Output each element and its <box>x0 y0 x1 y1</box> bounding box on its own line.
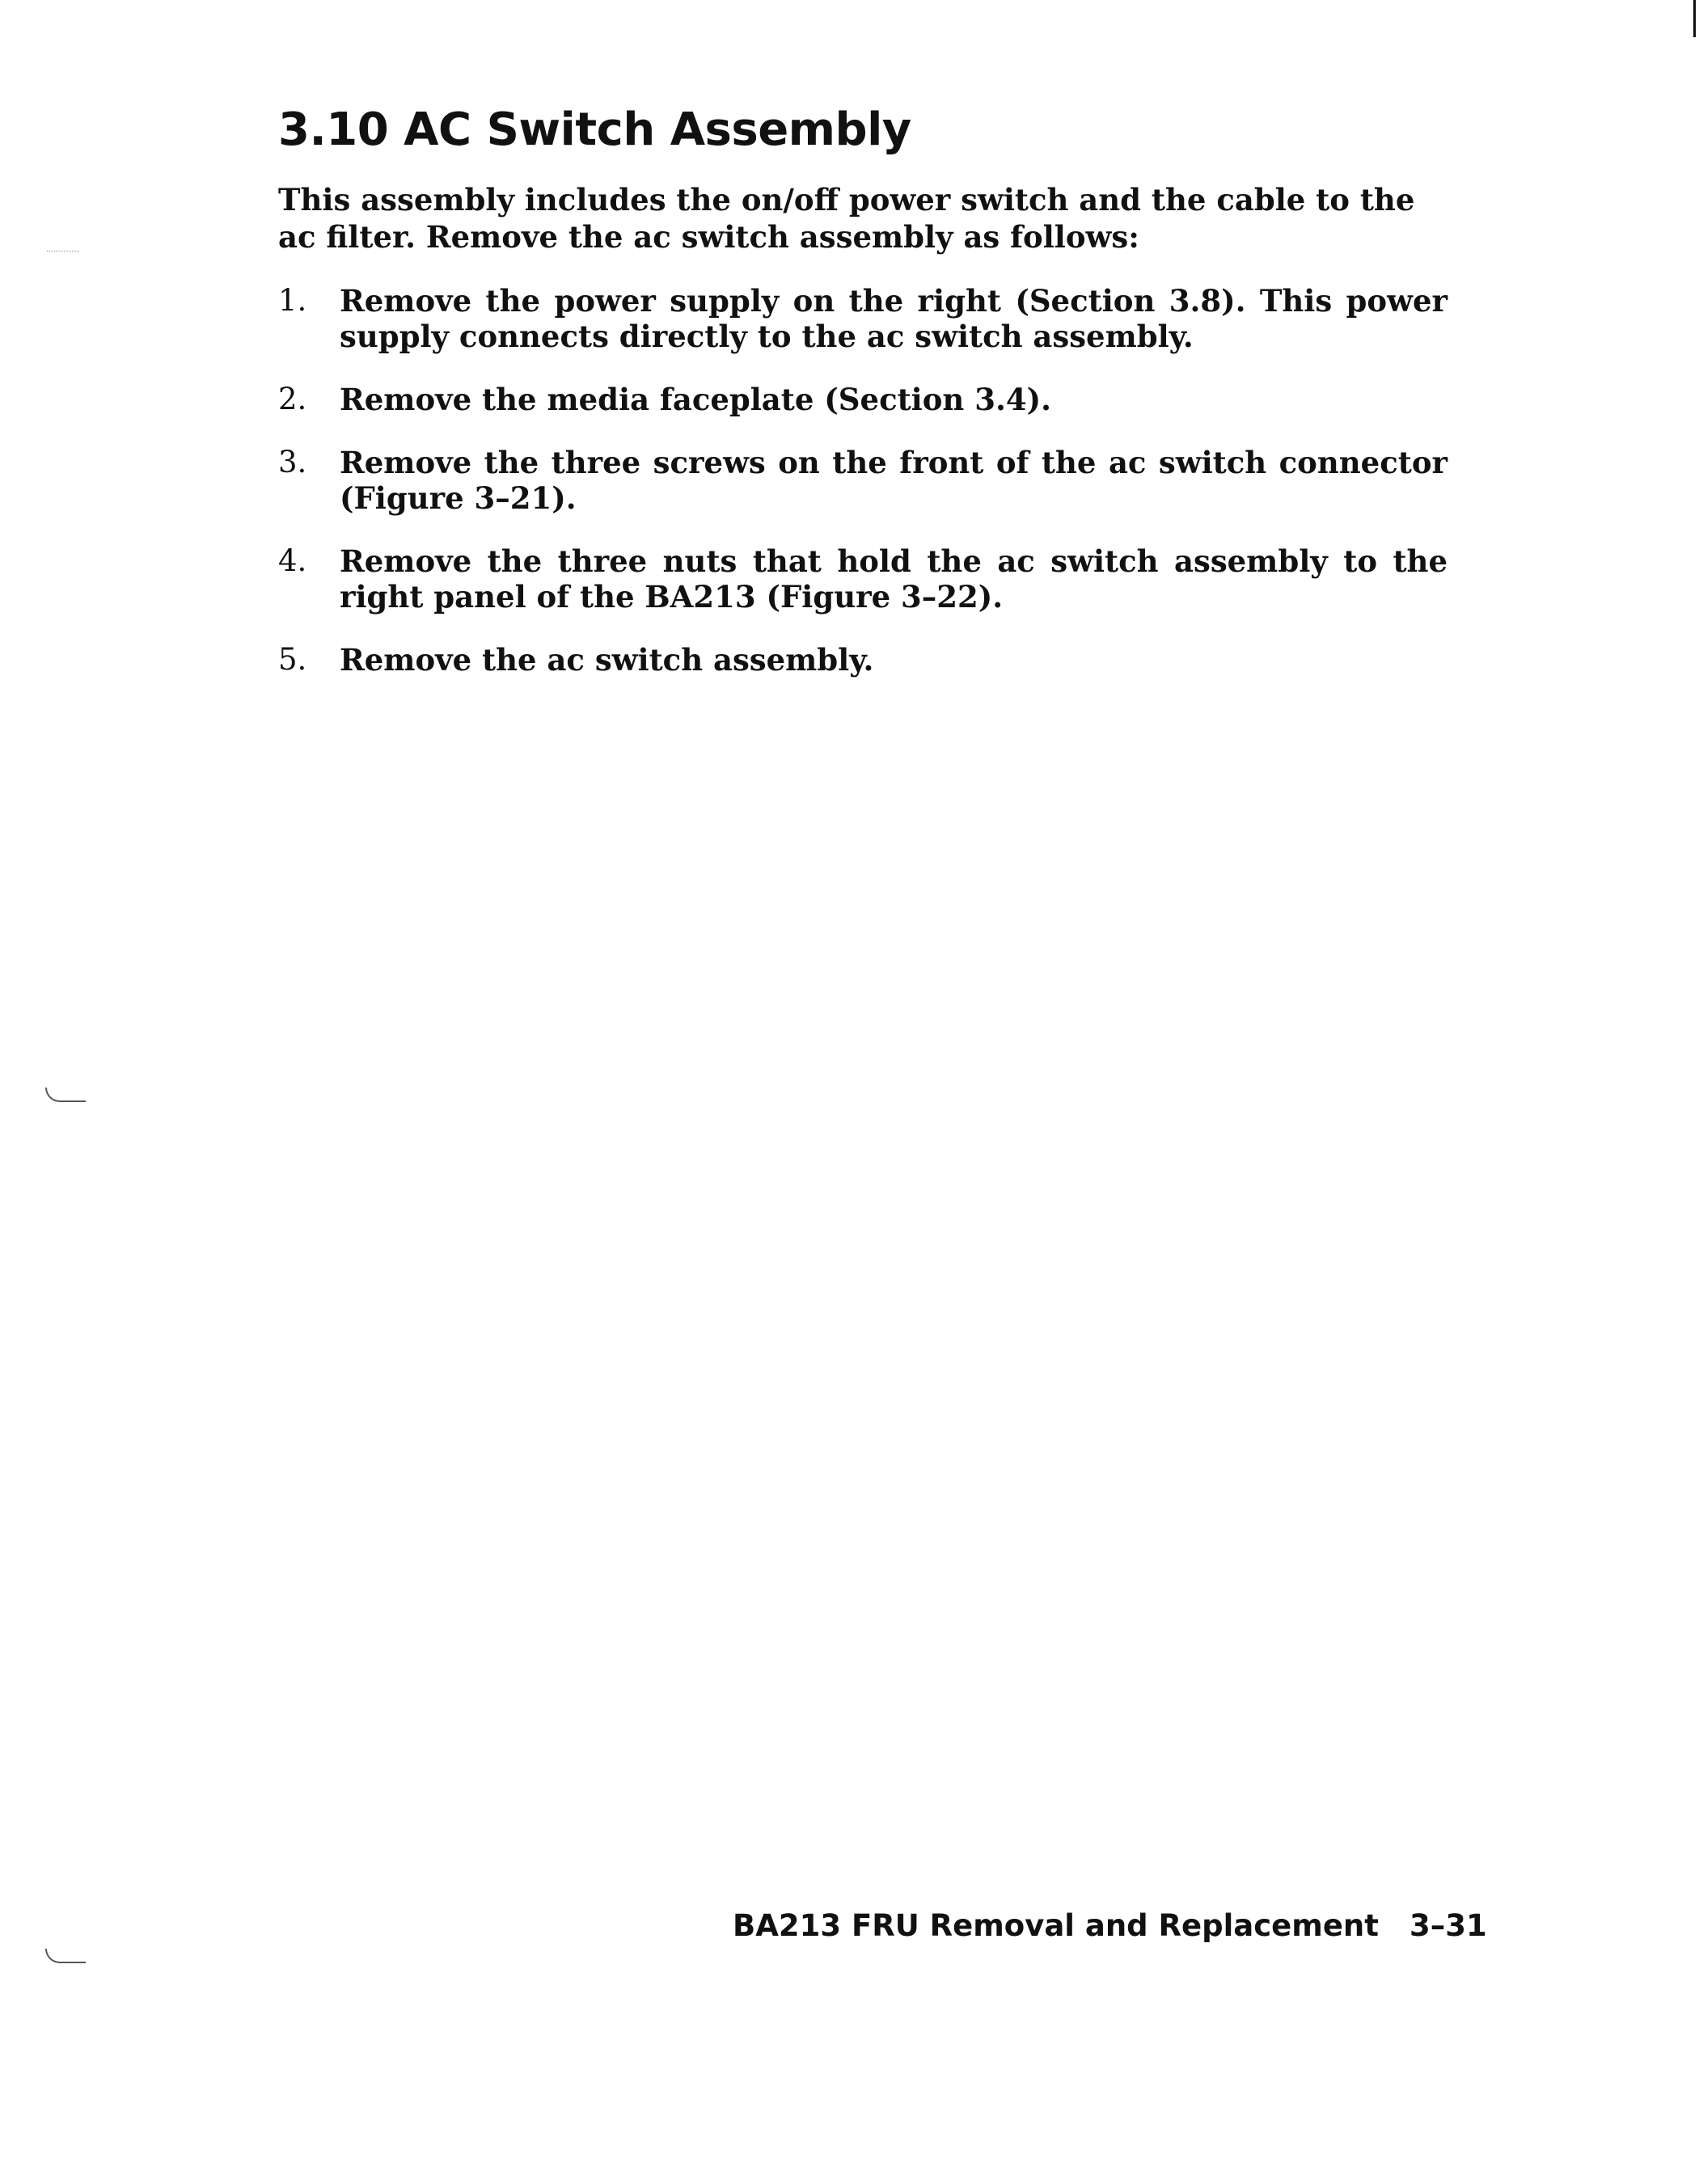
page-number: 3–31 <box>1409 1908 1487 1943</box>
section-heading: 3.10 AC Switch Assembly <box>278 103 911 156</box>
list-item <box>278 445 1448 516</box>
step-number: 5. <box>278 642 307 677</box>
scan-artifact-mark <box>45 1088 86 1102</box>
step-text: Remove the media faceplate (Section 3.4). <box>340 382 1051 417</box>
removal-steps-list <box>278 283 1448 705</box>
list-item <box>278 283 1448 354</box>
step-number: 1. <box>278 283 307 318</box>
step-text: Remove the ac switch assembly. <box>340 642 874 678</box>
step-text: Remove the three screws on the front of the ac switch connector (Figure 3–21). <box>340 445 1448 516</box>
page-footer <box>733 1908 1487 1943</box>
scan-edge-mark <box>1693 0 1696 37</box>
step-number: 3. <box>278 445 307 479</box>
scan-artifact-mark <box>45 1949 86 1963</box>
intro-paragraph: This assembly includes the on/off power switch and the cable to the ac filter. Remove the ac switch assembly as follows: <box>278 182 1415 255</box>
scan-artifact-mark <box>47 243 79 251</box>
list-item <box>278 543 1448 615</box>
step-number: 2. <box>278 382 307 416</box>
step-text: Remove the three nuts that hold the ac switch assembly to the right panel of the BA213 (Figure 3–22). <box>340 543 1448 615</box>
step-text: Remove the power supply on the right (Section 3.8). This power supply connects directly to the ac switch assembly. <box>340 283 1448 354</box>
footer-title: BA213 FRU Removal and Replacement <box>733 1908 1379 1943</box>
step-number: 4. <box>278 543 307 578</box>
list-item <box>278 382 1448 417</box>
list-item <box>278 642 1448 678</box>
